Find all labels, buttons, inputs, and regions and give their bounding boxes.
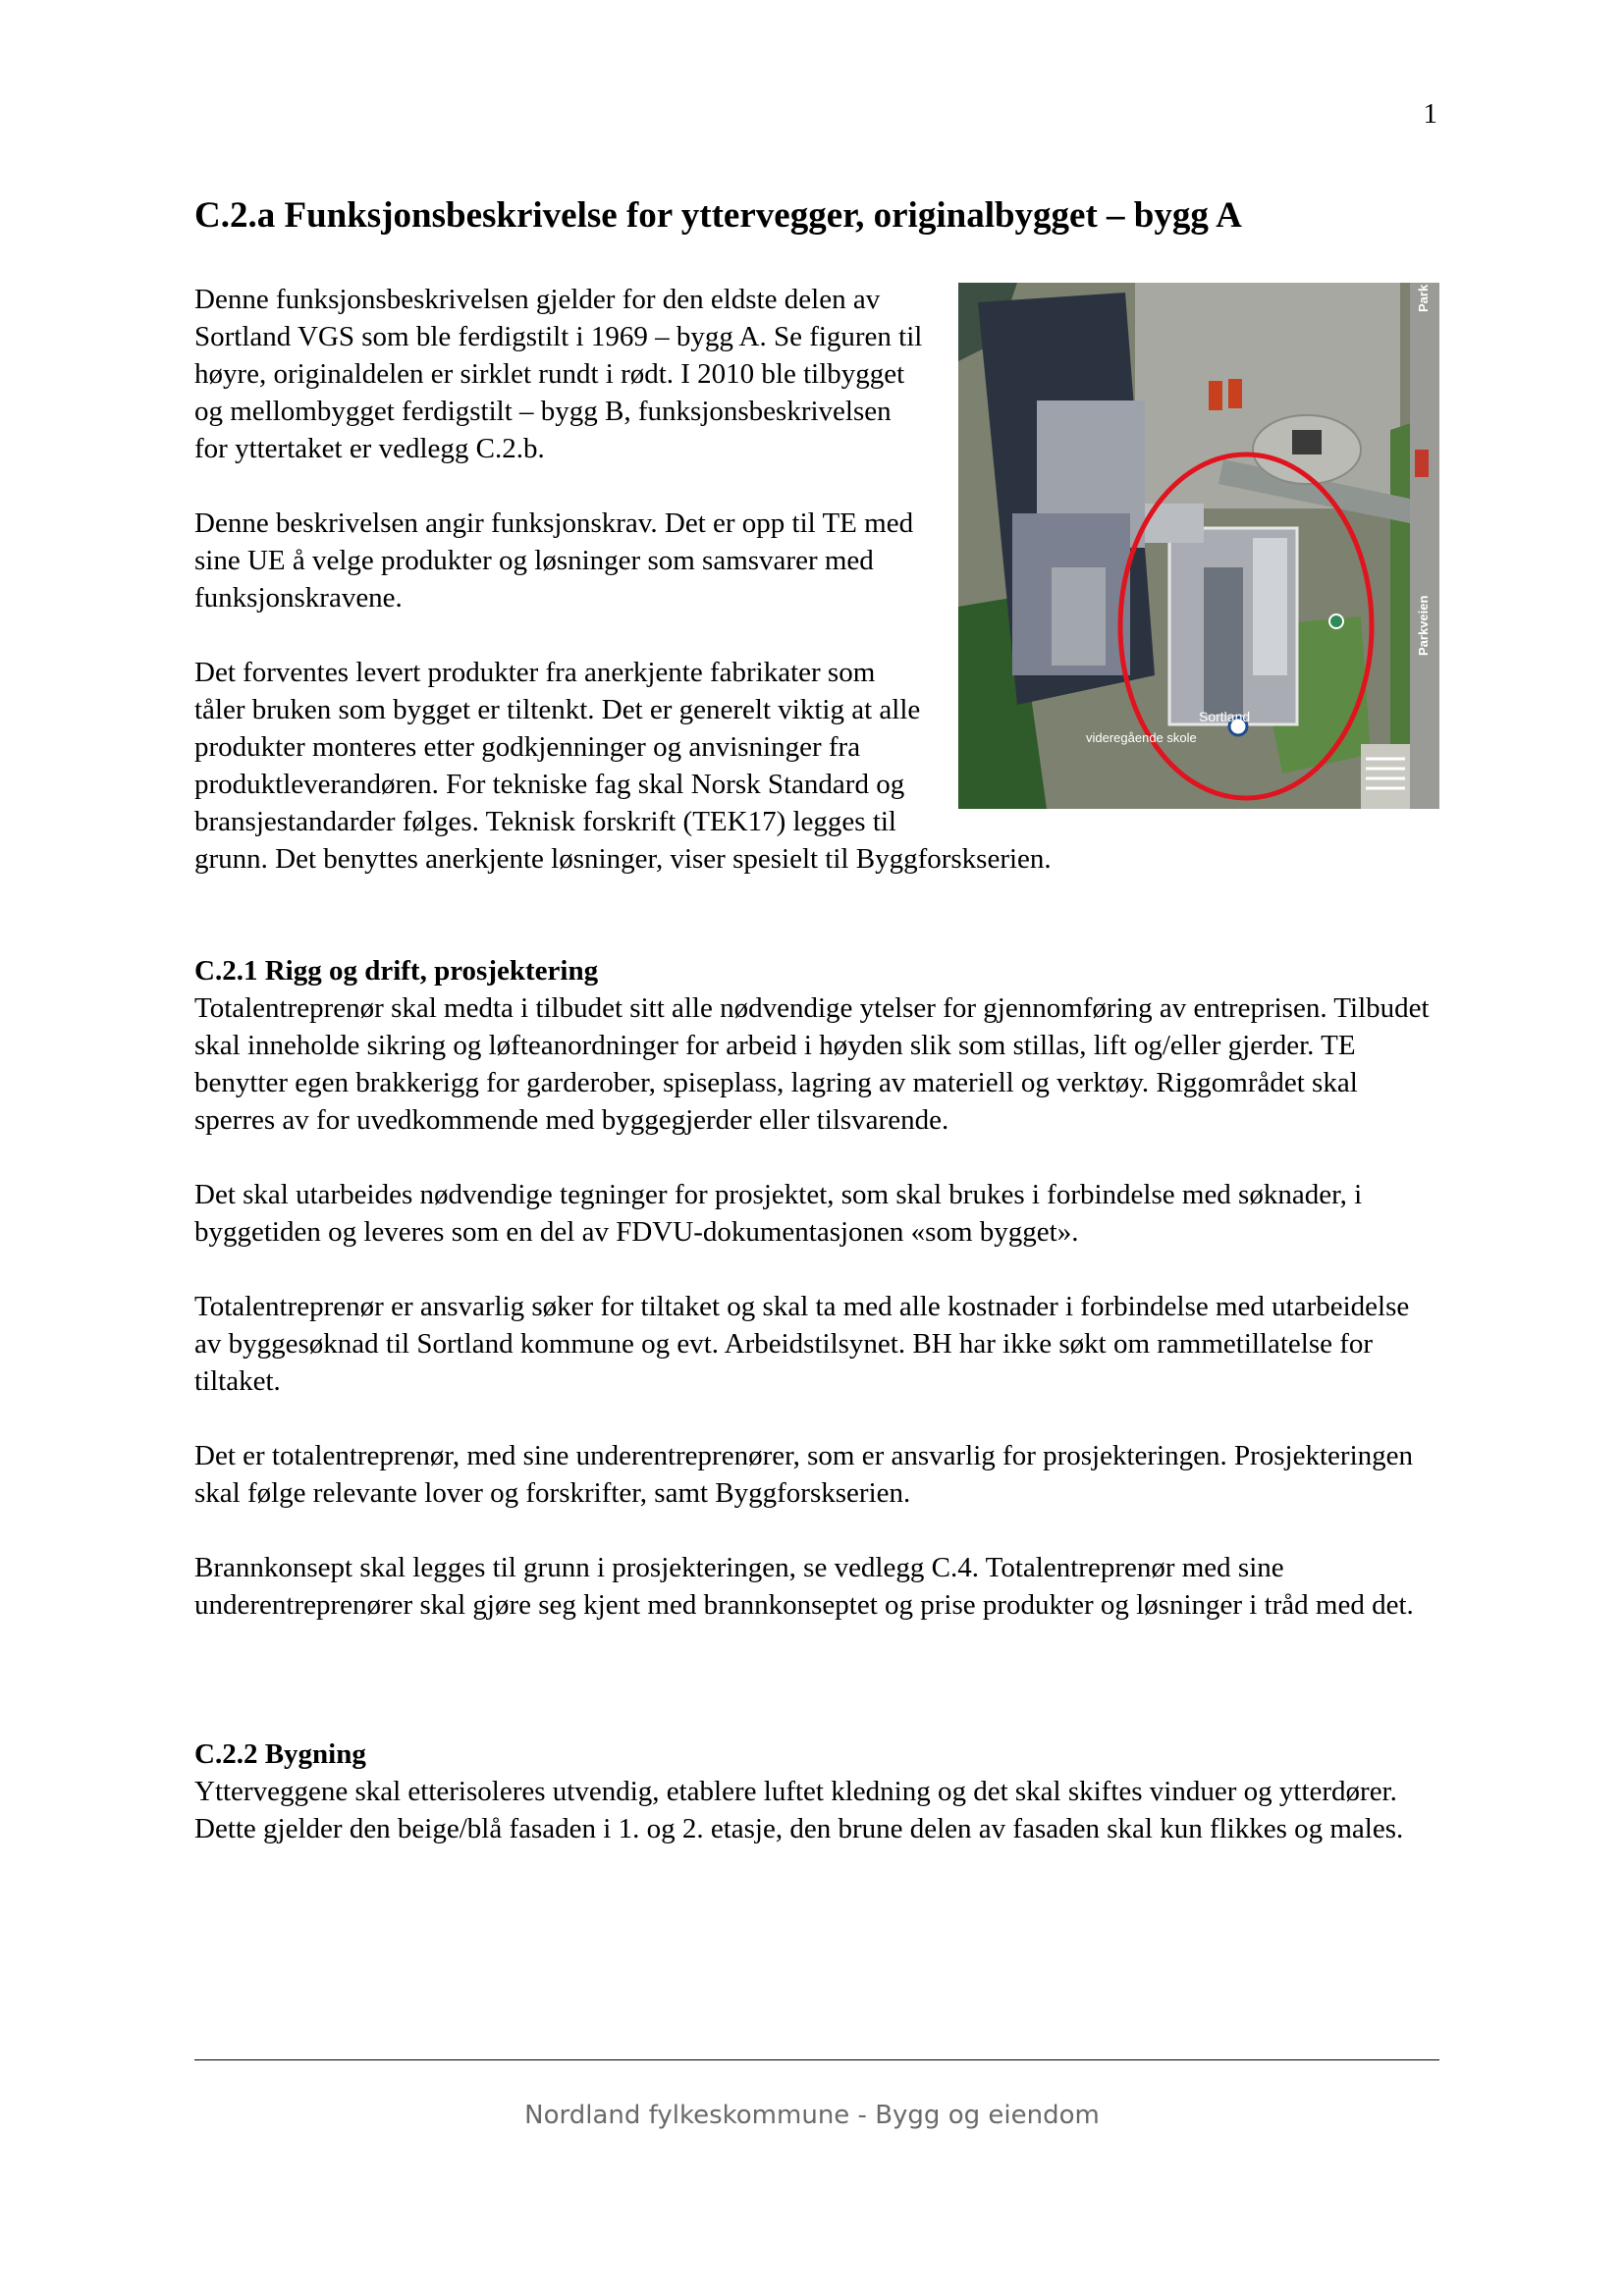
footer-divider [194, 2059, 1439, 2060]
vehicle-2 [1228, 379, 1242, 408]
crosswalk-area [1361, 744, 1410, 809]
spacer [194, 878, 1439, 915]
page-number: 1 [1423, 98, 1437, 130]
small-kiosk [1292, 430, 1322, 454]
aerial-map-figure [958, 283, 1439, 809]
spacer [194, 1661, 1439, 1698]
section-paragraph: Totalentreprenør er ansvarlig søker for tiltaket og skal ta med alle kostnader i forbindelse med utarbeidelse av byggesøknad til Sortland kommune og evt. Arbeidstilsynet. BH har ikke søkt om rammetillatelse for tiltaket. [194, 1291, 1410, 1398]
building-a-roof-light [1253, 538, 1287, 675]
intro-paragraph: Denne beskrivelsen angir funksjonskrav. Det er opp til TE med sine UE å velge produkter og løsninger som samsvarer med funksjonskravene. [194, 507, 914, 614]
map-label-road-top: Park [1416, 285, 1431, 313]
map-marker-icon [1329, 614, 1343, 628]
section-paragraph: Totalentreprenør skal medta i tilbudet sitt alle nødvendige ytelser for gjennomføring av entreprisen. Tilbudet skal inneholde sikring og løfteanordninger for arbeid i høyden slik som stillas, lift og/eller gjerder. TE benytter egen brakkerigg for garderober, spiseplass, lagring av materiell og verktøy. Riggområdet skal sperres av for uvedkommende med byggegjerder eller tilsvarende. [194, 992, 1430, 1137]
section-paragraph: Ytterveggene skal etterisoleres utvendig, etablere luftet kledning og det skal skiftes vinduer og ytterdører. Dette gjelder den beige/blå fasaden i 1. og 2. etasje, den brune delen av fasaden skal kun flikkes og males. [194, 1776, 1404, 1845]
aerial-map-image [958, 283, 1439, 809]
page-footer: Nordland fylkeskommune - Bygg og eiendom [524, 2101, 1100, 2130]
section-heading: C.2.2 Bygning [194, 1738, 366, 1771]
document-body [194, 194, 1439, 1885]
section-heading: C.2.1 Rigg og drift, prosjektering [194, 955, 599, 988]
map-label-school-1: Sortland [1199, 709, 1251, 725]
vehicle-1 [1209, 381, 1222, 410]
section-rigg-og-drift [194, 952, 1439, 1624]
intro-paragraph: Det forventes levert produkter fra anerkjente fabrikater som tåler bruken som bygget er tiltenkt. Det er generelt viktig at alle produkter monteres etter godkjenninger og anvisninger fra produktleverandøren. For tekniske fag skal Norsk Standard og bransjestandarder følges. Teknisk forskrift (TEK17) legges til grunn. Det benyttes anerkjente løsninger, viser spesielt til Byggforskserien. [194, 657, 1052, 876]
intro-block [194, 281, 1439, 878]
building-a-roof-ridge [1204, 567, 1243, 715]
section-paragraph: Det er totalentreprenør, med sine underentreprenører, som er ansvarlig for prosjekteringen. Prosjekteringen skal følge relevante lover og forskrifter, samt Byggforskserien. [194, 1440, 1413, 1510]
section-paragraph: Brannkonsept skal legges til grunn i prosjekteringen, se vedlegg C.4. Totalentreprenør med sine underentreprenører skal gjøre seg kjent med brannkonseptet og prise produkter og løsninger i tråd med det. [194, 1552, 1414, 1622]
map-label-school-2: videregående skole [1086, 730, 1197, 746]
building-b-roof-section [1052, 567, 1106, 666]
road-parkveien [1410, 283, 1439, 809]
section-paragraph: Det skal utarbeides nødvendige tegninger for prosjektet, som skal brukes i forbindelse med søknader, i byggetiden og leveres som en del av FDVU-dokumentasjonen «som bygget». [194, 1179, 1363, 1249]
section-bygning [194, 1735, 1439, 1847]
map-label-road-side: Parkveien [1416, 595, 1431, 657]
intro-paragraph: Denne funksjonsbeskrivelsen gjelder for den eldste delen av Sortland VGS som ble ferdigstilt i 1969 – bygg A. Se figuren til høyre, originaldelen er sirklet rundt i rødt. I 2010 ble tilbygget og mellombygget ferdigstilt – bygg B, funksjonsbeskrivelsen for yttertaket er vedlegg C.2.b. [194, 284, 923, 465]
document-title: C.2.a Funksjonsbeskrivelse for yttervegger, originalbygget – bygg A [194, 195, 1242, 236]
vehicle-3 [1415, 450, 1429, 477]
